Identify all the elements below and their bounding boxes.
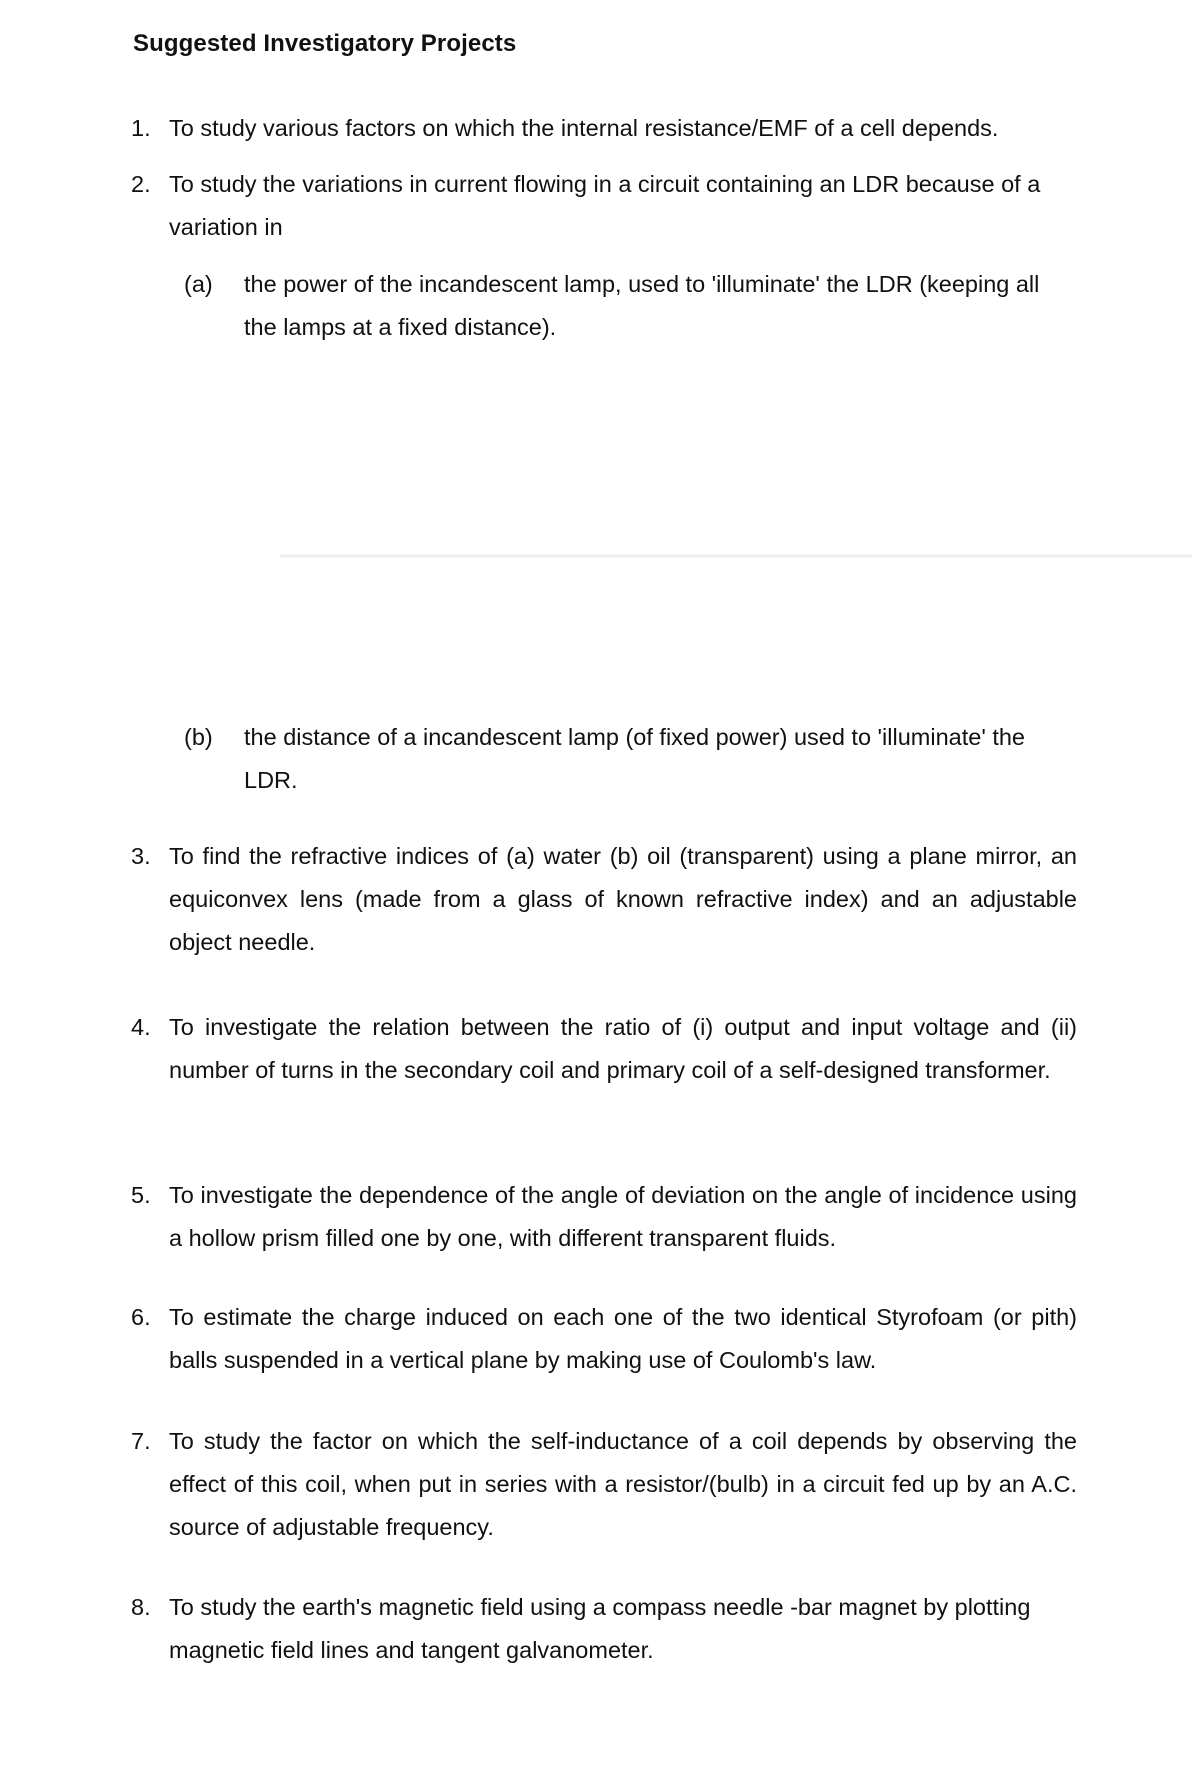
item-text: To study various factors on which the internal resistance/EMF of a cell depends. [169, 115, 999, 141]
item-text: To study the variations in current flowing in a circuit containing an LDR because of a variation in [169, 171, 1041, 240]
item-number: 1. [131, 115, 151, 141]
item-number: 2. [131, 171, 151, 197]
list-item-7 [131, 1420, 1077, 1549]
item-text: To study the earth's magnetic field using a compass needle -bar magnet by plotting magnetic field lines and tangent galvanometer. [169, 1594, 1031, 1663]
list-item-1 [131, 107, 1077, 150]
list-item-4 [131, 1006, 1077, 1092]
item-text: To investigate the dependence of the angle of deviation on the angle of incidence using a hollow prism filled one by one, with different transparent fluids. [169, 1182, 1077, 1251]
item-number: 3. [131, 843, 151, 869]
sub-item-text: the distance of a incandescent lamp (of fixed power) used to 'illuminate' the LDR. [244, 724, 1025, 793]
list-item-2 [131, 163, 1077, 249]
item-text: To study the factor on which the self-inductance of a coil depends by observing the effect of this coil, when put in series with a resistor/(bulb) in a circuit fed up by an A.C. source of adjustable frequency. [169, 1428, 1077, 1540]
sub-item-label: (a) [184, 271, 213, 297]
page-break-divider [280, 554, 1192, 558]
item-number: 7. [131, 1428, 151, 1454]
list-item-6 [131, 1296, 1077, 1382]
sub-item-a [184, 263, 1064, 349]
item-number: 8. [131, 1594, 151, 1620]
item-text: To estimate the charge induced on each one of the two identical Styrofoam (or pith) balls suspended in a vertical plane by making use of Coulomb's law. [169, 1304, 1077, 1373]
list-item-3 [131, 835, 1077, 964]
list-item-5 [131, 1174, 1077, 1260]
item-number: 6. [131, 1304, 151, 1330]
item-text: To find the refractive indices of (a) water (b) oil (transparent) using a plane mirror, an equiconvex lens (made from a glass of known refractive index) and an adjustable object needle. [169, 843, 1077, 955]
sub-item-b [184, 716, 1064, 802]
page-title: Suggested Investigatory Projects [133, 30, 517, 57]
sub-item-text: the power of the incandescent lamp, used to 'illuminate' the LDR (keeping all the lamps at a fixed distance). [244, 271, 1040, 340]
item-number: 5. [131, 1182, 151, 1208]
sub-item-label: (b) [184, 724, 213, 750]
item-number: 4. [131, 1014, 151, 1040]
list-item-8 [131, 1586, 1077, 1672]
item-text: To investigate the relation between the ratio of (i) output and input voltage and (ii) number of turns in the secondary coil and primary coil of a self-designed transformer. [169, 1014, 1077, 1083]
